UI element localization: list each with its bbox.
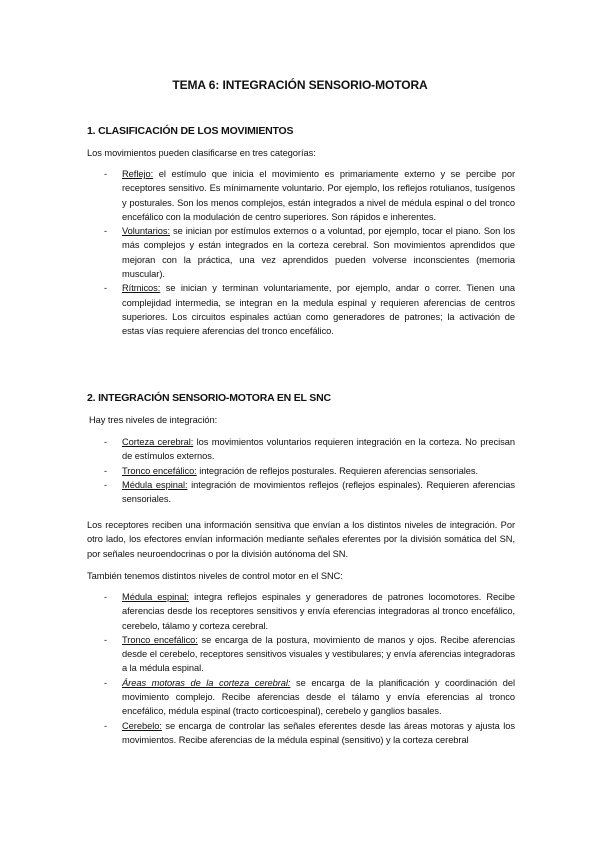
term-ritmicos: Rítmicos: [122,283,161,294]
list-item-voluntarios [104,224,515,281]
term-tronco-control: Tronco encefálico: [122,634,198,645]
section-2-intro: Hay tres niveles de integración: [89,415,218,425]
list-item-ritmicos [104,281,515,338]
motor-control-intro: También tenemos distintos niveles de control motor en el SNC: [87,571,343,581]
desc-tronco: integración de reflejos posturales. Requieren aferencias sensoriales. [196,465,478,476]
term-areas-motoras: Áreas motoras de la corteza cerebral: [122,677,291,688]
list-dash: - [104,592,108,602]
term-corteza: Corteza cerebral: [122,437,194,447]
list-dash: - [104,283,108,294]
term-voluntarios: Voluntarios: [122,226,170,237]
receptors-paragraph: Los receptores reciben una información sensitiva que envían a los distintos niveles de integración. Por otro lado, los efectores envían información mediante señales eferentes por la división somática del SN, por señales neuroendocrinas o por la división autónoma del SN. [87,520,515,559]
list-item-tronco-control [104,633,515,676]
section-1-intro: Los movimientos pueden clasificarse en tres categorías: [87,148,316,158]
desc-corteza: los movimientos voluntarios requieren integración en la corteza. No precisan de estímulos externos. [122,437,515,462]
section-2-heading: 2. INTEGRACIÓN SENSORIO-MOTORA EN EL SNC [87,392,331,404]
term-medula: Médula espinal: [122,479,188,490]
list-dash: - [104,634,108,645]
desc-medula: integración de movimientos reflejos (reflejos espinales). Requieren aferencias sensoriales. [122,479,515,505]
term-tronco: Tronco encefálico: [122,465,197,476]
list-item-corteza [104,435,515,464]
list-item-medula [104,478,515,507]
desc-tronco-control: se encarga de la postura, movimiento de manos y ojos. Recibe aferencias desde el cerebelo, receptores sensitivos visuales y vestibulares; y envía aferencias integradoras a la médula espinal. [122,634,515,674]
term-reflejo: Reflejo: [122,169,154,179]
desc-cerebelo: se encarga de controlar las señales eferentes desde las áreas motoras y ajusta los movimientos. Recibe aferencias de la médula espinal (sensitivo) y la corteza cerebral [122,720,515,745]
desc-reflejo: el estímulo que inicia el movimiento es primariamente externo y se percibe por receptores sensitivo. Es mínimamente voluntario. Por ejemplo, los reflejos rotulianos, tusígenos y posturales. Son los menos complejos, están integrados a nivel de médula espinal o del tronco encefálico con la modulación de centro superiores. Son rápidos e inherentes. [122,169,515,222]
list-item-areas-motoras [104,676,515,719]
list-item-reflejo [104,167,515,224]
list-item-tronco [104,464,515,478]
term-medula-control: Médula espinal: [122,592,189,602]
desc-ritmicos: se inician y terminan voluntariamente, por ejemplo, andar o correr. Tienen una complejidad intermedia, se integran en la medula espinal y requieren aferencias de centros superiores. Los circuitos espinales actúan como generadores de patrones; la activación de estas vías requiere aferencias del tronco encefálico. [122,283,515,337]
list-item-medula-control [104,590,515,633]
list-dash: - [104,226,108,237]
motor-control-list [104,590,515,747]
movement-categories-list [104,167,515,339]
list-dash: - [104,479,108,490]
desc-areas-motoras: se encarga de la planificación y coordinación del movimiento complejo. Recibe aferencias desde el tálamo y envía eferencias al tronco encefálico, médula espinal (tracto corticoespinal), cerebelo y ganglios basales. [122,677,515,717]
list-dash: - [104,465,108,476]
integration-levels-list [104,435,515,506]
list-dash: - [104,720,108,731]
list-dash: - [104,677,108,688]
desc-medula-control: integra reflejos espinales y generadores de patrones locomotores. Recibe aferencias desde los receptores sensitivos y envía eferencias integradoras al tronco encefálico, cerebelo, tálamo y corteza cerebral. [122,592,515,631]
term-cerebelo: Cerebelo: [122,720,162,731]
list-dash: - [104,437,108,447]
list-dash: - [104,169,108,179]
page-title: TEMA 6: INTEGRACIÓN SENSORIO-MOTORA [172,78,428,92]
section-1-heading: 1. CLASIFICACIÓN DE LOS MOVIMIENTOS [87,125,294,137]
desc-voluntarios: se inician por estímulos externos o a voluntad, por ejemplo, tocar el piano. Son los más complejos y están integrados en la corteza cerebral. Son movimientos aprendidos que mejoran con la práctica, una vez aprendidos pueden volverse inconscientes (memoria muscular). [122,226,515,280]
list-item-cerebelo [104,719,515,748]
